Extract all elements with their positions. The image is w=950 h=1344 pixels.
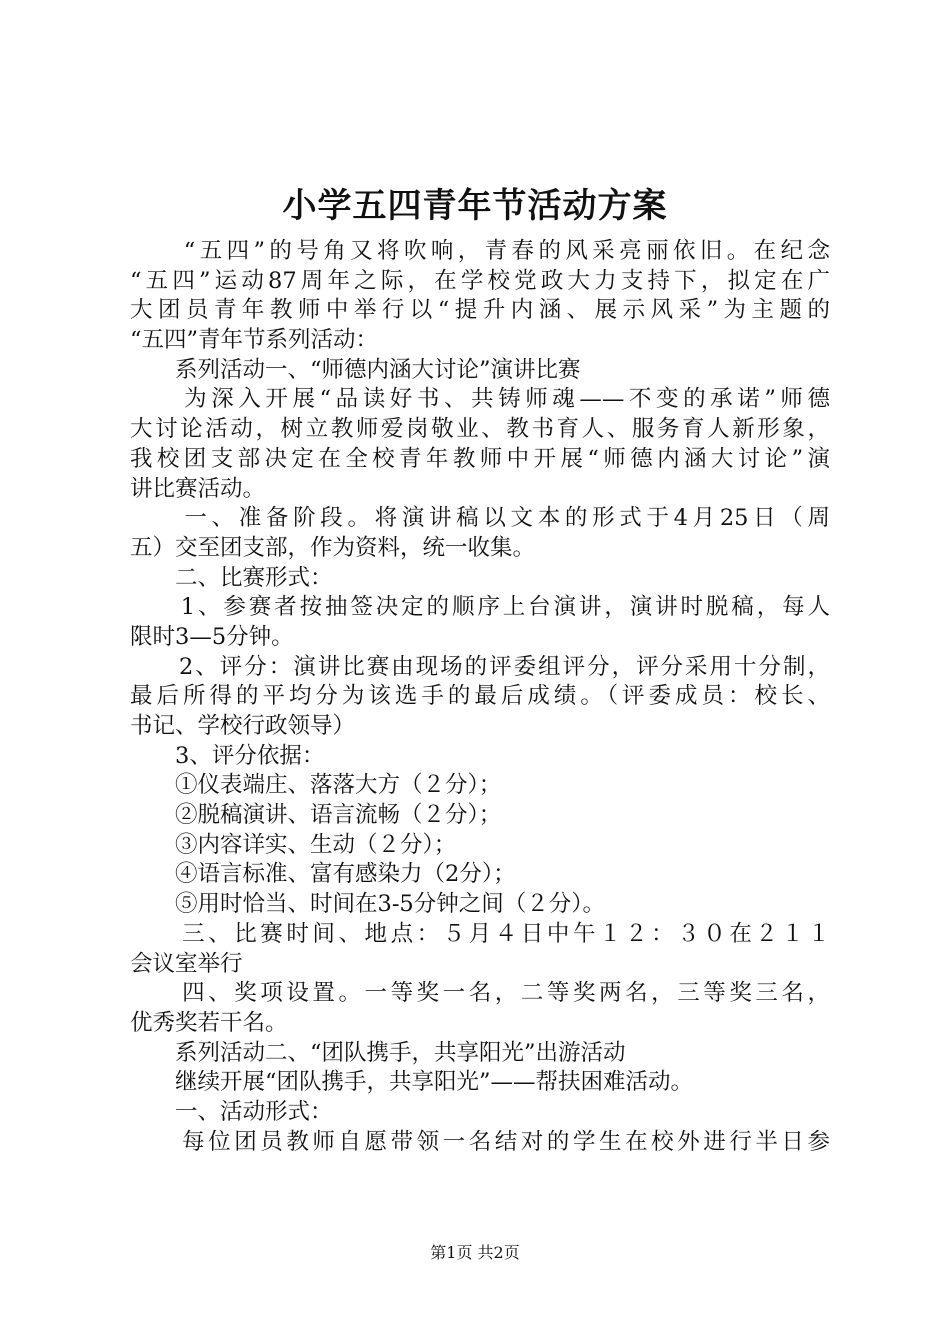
body-line: 大讨论活动，树立教师爱岗敬业、教书育人、服务育人新形象， xyxy=(130,416,830,443)
body-line: 1、参赛者按抽签决定的顺序上台演讲，演讲时脱稿，每人 xyxy=(130,594,830,621)
body-line: 一、活动形式： xyxy=(130,1098,333,1125)
body-line: 优秀奖若干名。 xyxy=(130,1009,288,1036)
body-line: 每位团员教师自愿带领一名结对的学生在校外进行半日参 xyxy=(130,1128,830,1155)
body-line: 三、比赛时间、地点：５月４日中午１２：３０在２１１ xyxy=(130,920,830,947)
body-line: ②脱稿演讲、语言流畅（２分）； xyxy=(130,802,502,829)
body-line: 五）交至团支部，作为资料，统一收集。 xyxy=(130,534,536,561)
body-line: ③内容详实、生动（２分）； xyxy=(130,831,457,858)
page-footer: 第1页 共2页 xyxy=(430,1243,520,1262)
body-line: “五四”的号角又将吹响，青春的风采亮丽依旧。在纪念 xyxy=(130,238,830,264)
body-line: 二、比赛形式： xyxy=(130,564,333,591)
body-line: 最后所得的平均分为该选手的最后成绩。（评委成员：校长、 xyxy=(130,683,830,710)
body-line: 2、评分：演讲比赛由现场的评委组评分，评分采用十分制， xyxy=(130,653,830,680)
body-line: 限时3—5分钟。 xyxy=(130,623,294,650)
body-line: 会议室举行 xyxy=(130,950,243,977)
body-line: 3、评分依据： xyxy=(130,742,325,769)
body-line: ⑤用时恰当、时间在3-5分钟之间（２分）。 xyxy=(130,891,605,918)
document-title: 小学五四青年节活动方案 xyxy=(282,186,668,226)
body-line: 系列活动二、“团队携手，共享阳光”出游活动 xyxy=(130,1039,626,1066)
body-line: 为深入开展“品读好书、共铸师魂——不变的承诺”师德 xyxy=(130,386,830,413)
body-line: 系列活动一、“师德内涵大讨论”演讲比赛 xyxy=(130,356,581,383)
body-line: 书记、学校行政领导） xyxy=(130,713,356,739)
body-line: ④语言标准、富有感染力（2分）； xyxy=(130,861,516,888)
body-line: 我校团支部决定在全校青年教师中开展“师德内涵大讨论”演 xyxy=(130,445,830,472)
body-line: 四、奖项设置。一等奖一名，二等奖两名，三等奖三名， xyxy=(130,980,830,1007)
document-body xyxy=(130,237,830,1157)
body-line: 继续开展“团队携手，共享阳光”——帮扶困难活动。 xyxy=(130,1069,694,1096)
body-line: 讲比赛活动。 xyxy=(130,475,266,502)
body-line: 大团员青年教师中举行以“提升内涵、展示风采”为主题的 xyxy=(130,297,830,324)
body-line: 一、准备阶段。将演讲稿以文本的形式于4月25日（周 xyxy=(130,505,830,532)
body-line: ①仪表端庄、落落大方（２分）； xyxy=(130,772,502,799)
body-line: “五四”运动87周年之际，在学校党政大力支持下，拟定在广 xyxy=(130,267,830,294)
body-line: “五四”青年节系列活动： xyxy=(130,327,379,354)
